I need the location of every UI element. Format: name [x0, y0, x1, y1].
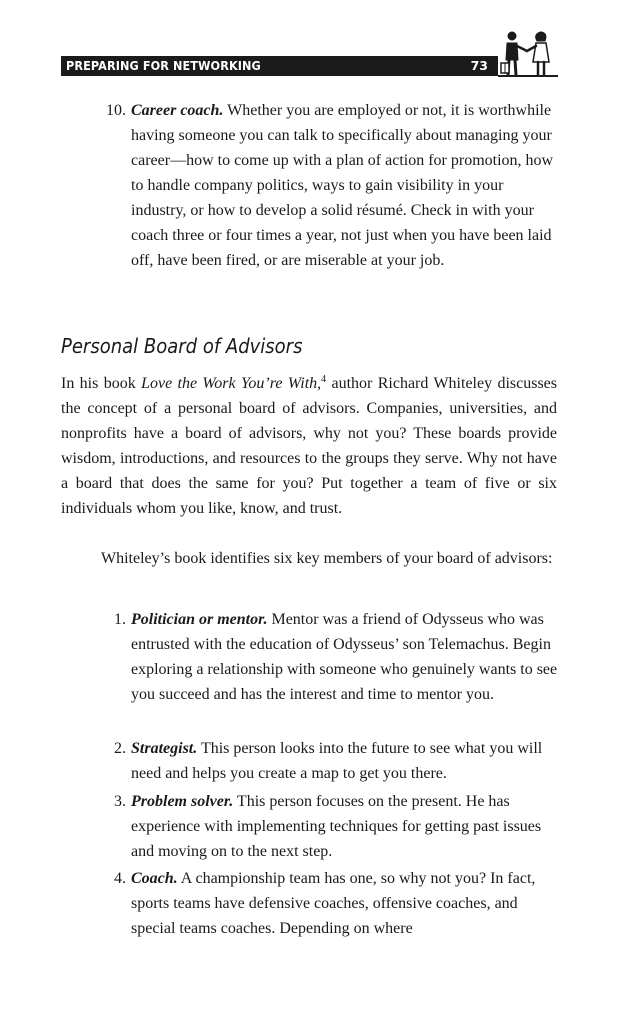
list-item-text	[131, 789, 559, 864]
page-number: 73	[470, 58, 488, 73]
list-number: 2.	[114, 740, 126, 757]
list-item-text	[131, 98, 559, 273]
list-number: 1.	[114, 611, 126, 628]
body-paragraph: Whiteley’s book identifies six key members of your board of advisors:	[101, 550, 553, 567]
list-number: 4.	[114, 870, 126, 887]
list-number: 10.	[106, 102, 126, 119]
list-item-description: This person looks into the future to see what you will need and helps you create a map to get you there.	[131, 740, 543, 782]
list-item-text	[131, 736, 559, 786]
list-item-term: Politician or mentor.	[131, 611, 268, 628]
footnote-marker: 4	[321, 374, 327, 385]
list-item-term: Strategist.	[131, 740, 198, 757]
book-title: Love the Work You’re With,	[141, 375, 322, 392]
section-heading: Personal Board of Advisors	[61, 334, 303, 358]
list-item-text	[131, 866, 559, 941]
list-item-term: Career coach.	[131, 102, 224, 119]
list-item-term: Problem solver.	[131, 793, 234, 810]
list-item-description: A championship team has one, so why not you? In fact, sports teams have defensive coaches, offensive coaches, and special teams coaches. Depending on where	[131, 870, 536, 937]
list-item-term: Coach.	[131, 870, 178, 887]
header-rule	[498, 75, 558, 77]
running-header-title: PREPARING FOR NETWORKING	[66, 58, 261, 73]
body-paragraph: In his book Love the Work You’re With,$^4$ author Richard Whiteley discusses the concept of a personal board of advisors. Companies, universities, and nonprofits have a board of advisors, why not you? These boards provide wisdom, introductions, and resources to the groups they serve. Why not have a board that does the same for you? Put together a team of five or six individuals whom you like, know, and trust.	[61, 374, 558, 517]
running-header	[61, 56, 498, 76]
list-item-description: Whether you are employed or not, it is worthwhile having someone you can talk to specifically about managing your career—how to come up with a plan of action for promotion, how to handle company politics, ways to gain visibility in your industry, or how to develop a solid résumé. Check in with your coach three or four times a year, not just when you have been laid off, have been fired, or are miserable at your job.	[131, 102, 554, 269]
list-item-description: Mentor was a friend of Odysseus who was entrusted with the education of Odysseus’ son Telemachus. Begin exploring a relationship with someone who genuinely wants to see you succeed and has the interest and time to mentor you.	[131, 611, 558, 703]
list-number: 3.	[114, 793, 126, 810]
handshake-figures-icon	[498, 30, 558, 80]
list-item-text	[131, 607, 559, 707]
list-item-description: This person focuses on the present. He has experience with implementing techniques for getting past issues and moving on to the next step.	[131, 793, 542, 860]
